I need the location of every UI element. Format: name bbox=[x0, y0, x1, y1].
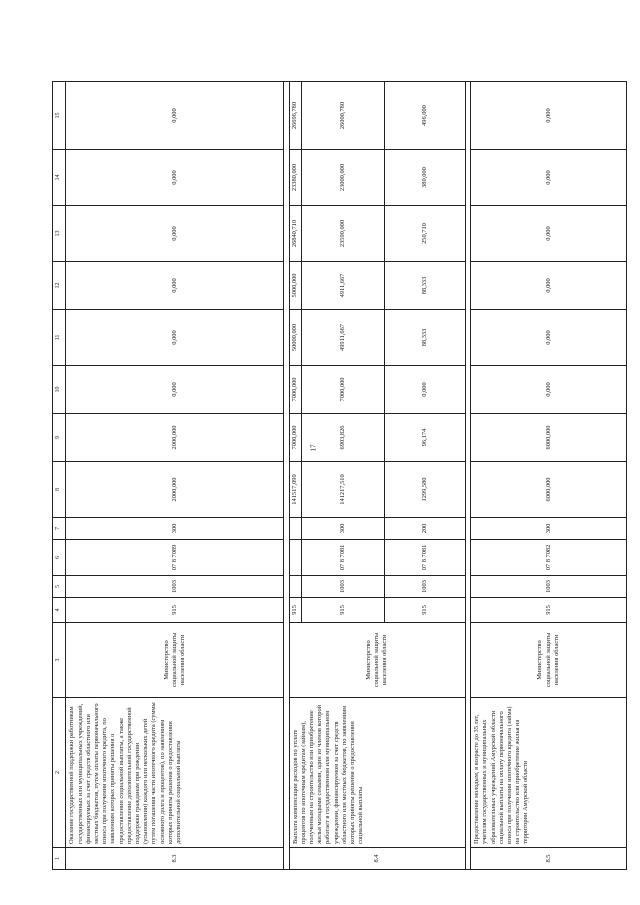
table-cell: 0,000 bbox=[66, 366, 284, 414]
table-cell: 1003 bbox=[471, 576, 627, 598]
table-cell: 23380,000 bbox=[289, 150, 301, 206]
table-cell: 4911,667 bbox=[302, 262, 385, 310]
column-number-row bbox=[53, 82, 66, 870]
table-cell bbox=[289, 540, 301, 576]
table-cell: 26000,780 bbox=[302, 82, 385, 150]
table-cell: 0,000 bbox=[471, 262, 627, 310]
col-number: 2 bbox=[53, 698, 66, 848]
table-cell: 0,000 bbox=[471, 82, 627, 150]
table-cell: 7000,000 bbox=[289, 366, 301, 414]
table-cell: 49911,667 bbox=[302, 310, 385, 366]
table-cell: 07 8 7089 bbox=[66, 540, 284, 576]
page-number: 17 bbox=[309, 444, 318, 452]
col-number: 14 bbox=[53, 150, 66, 206]
row-number: 8.4 bbox=[289, 848, 465, 870]
measure-name: Оказание государственной поддержки работникам государственных или муниципальных учреждений, финансируемых за счет средств областного или местных бюджетов, путем оплаты первоначального взноса при получении ипотечного кредита, по заявлениям которых приняты решения о предоставлении социальной выплаты, а также предоставление дополнительной государственной поддержки гражданам при рождении (усыновлении) каждого или нескольких детей путем погашения части ипотечного кредита (суммы основного долга и процентов), по заявлениям которых приняты решения о предоставлении дополнительной социальной выплаты bbox=[66, 698, 284, 848]
responsible-ministry: Министерство социальной защиты населения области bbox=[66, 623, 284, 698]
table-cell: 07 8 7081 bbox=[385, 540, 466, 576]
table-cell: 0,000 bbox=[66, 206, 284, 262]
table-cell: 23590,000 bbox=[302, 206, 385, 262]
table-cell: 1003 bbox=[66, 576, 284, 598]
col-number: 9 bbox=[53, 414, 66, 462]
table-row-8-4-total bbox=[289, 82, 301, 870]
table-cell: 1003 bbox=[302, 576, 385, 598]
table-cell: 6903,826 bbox=[302, 414, 385, 462]
measure-name: Предоставление молодым, в возрасте до 35 лет, учителям государственных и муниципальных образовательных учреждений Амурской области социальной выплаты на оплату первоначального взноса при получении ипотечного кредита (займа) на строительство или приобретение жилья на территории Амурской области bbox=[471, 698, 627, 848]
table-cell: 0,000 bbox=[66, 262, 284, 310]
table-cell: 2000,000 bbox=[66, 462, 284, 518]
table-cell: 07 8 7082 bbox=[471, 540, 627, 576]
table-cell: 0,000 bbox=[66, 150, 284, 206]
table-cell: 6000,000 bbox=[471, 414, 627, 462]
table-cell: 23000,000 bbox=[302, 150, 385, 206]
table-cell: 5000,000 bbox=[289, 262, 301, 310]
col-number: 1 bbox=[53, 848, 66, 870]
table-cell: 88,333 bbox=[385, 310, 466, 366]
table-cell: 915 bbox=[289, 598, 301, 623]
col-number: 7 bbox=[53, 518, 66, 540]
rotated-table-page bbox=[52, 82, 627, 870]
table-row-8-3 bbox=[66, 82, 284, 870]
table-cell bbox=[289, 576, 301, 598]
table-cell: 915 bbox=[471, 598, 627, 623]
col-number: 10 bbox=[53, 366, 66, 414]
table-cell: 300 bbox=[302, 518, 385, 540]
table-cell: 0,000 bbox=[385, 366, 466, 414]
responsible-ministry: Министерство социальной защиты населения области bbox=[471, 623, 627, 698]
col-number: 15 bbox=[53, 82, 66, 150]
table-cell: 0,000 bbox=[471, 150, 627, 206]
table-cell: 0,000 bbox=[66, 82, 284, 150]
measure-name: Выплата компенсации расходов по уплате процентов по ипотечным кредитам (займам), полученным на строительство или приобретение жилья молодыми семьями, один из членов которой работает в государственном или муниципальном учреждении, финансируемом за счет средств областного или местных бюджетов, по заявлениям которых приняты решения о предоставлении социальной выплаты bbox=[289, 698, 465, 848]
table-cell: 200 bbox=[385, 518, 466, 540]
table-cell bbox=[289, 518, 301, 540]
table-cell: 7000,000 bbox=[289, 414, 301, 462]
col-number: 13 bbox=[53, 206, 66, 262]
col-number: 4 bbox=[53, 598, 66, 623]
table-cell: 0,000 bbox=[471, 310, 627, 366]
table-cell: 88,333 bbox=[385, 262, 466, 310]
col-number: 3 bbox=[53, 623, 66, 698]
table-cell: 26840,710 bbox=[289, 206, 301, 262]
table-cell: 380,000 bbox=[385, 150, 466, 206]
budget-table bbox=[52, 81, 627, 870]
row-number: 8.3 bbox=[66, 848, 284, 870]
table-cell: 0,000 bbox=[471, 206, 627, 262]
table-cell: 6000,000 bbox=[471, 462, 627, 518]
table-cell: 1003 bbox=[385, 576, 466, 598]
table-cell: 300 bbox=[66, 518, 284, 540]
table-cell: 496,000 bbox=[385, 82, 466, 150]
col-number: 8 bbox=[53, 462, 66, 518]
responsible-ministry: Министерство социальной защиты населения области bbox=[289, 623, 465, 698]
table-row-8-5 bbox=[471, 82, 627, 870]
table-cell: 26696,780 bbox=[289, 82, 301, 150]
table-cell: 07 8 7081 bbox=[302, 540, 385, 576]
table-cell: 141517,090 bbox=[289, 462, 301, 518]
table-cell: 50000,000 bbox=[289, 310, 301, 366]
table-cell: 0,000 bbox=[66, 310, 284, 366]
table-cell: 141217,510 bbox=[302, 462, 385, 518]
col-number: 5 bbox=[53, 576, 66, 598]
table-cell: 250,710 bbox=[385, 206, 466, 262]
table-cell: 915 bbox=[385, 598, 466, 623]
table-cell: 96,174 bbox=[385, 414, 466, 462]
table-cell: 0,000 bbox=[471, 366, 627, 414]
table-cell: 300 bbox=[471, 518, 627, 540]
col-number: 6 bbox=[53, 540, 66, 576]
table-cell: 7000,000 bbox=[302, 366, 385, 414]
col-number: 12 bbox=[53, 262, 66, 310]
table-cell: 1299,580 bbox=[385, 462, 466, 518]
table-cell: 2000,000 bbox=[66, 414, 284, 462]
col-number: 11 bbox=[53, 310, 66, 366]
table-cell: 915 bbox=[66, 598, 284, 623]
table-cell: 915 bbox=[302, 598, 385, 623]
row-number: 8.5 bbox=[471, 848, 627, 870]
